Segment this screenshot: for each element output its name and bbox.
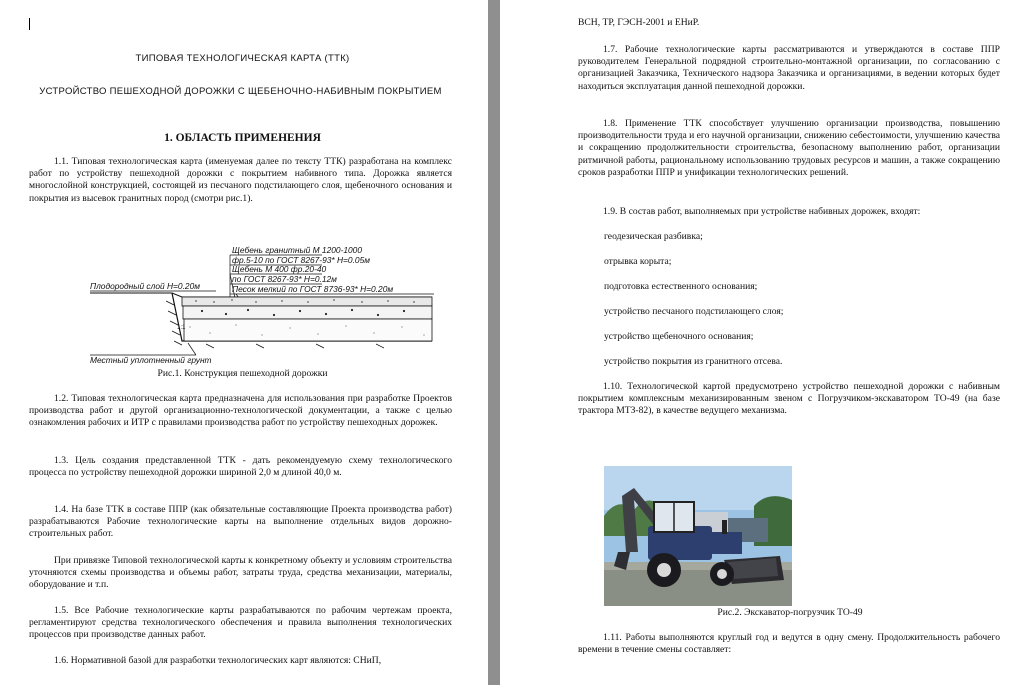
label-compacted-ground: Местный уплотненный грунт: [90, 355, 212, 365]
section-heading: 1. ОБЛАСТЬ ПРИМЕНЕНИЯ: [164, 132, 321, 144]
paragraph-1-4b: При привязке Типовой технологической карты к конкретному объекту и условиям строительства уточняются схемы производства и объемы работ, затраты труда, средства механизации, материалы, оборудование и т.п.: [29, 555, 452, 591]
right-page: [500, 0, 1009, 685]
label-gravel-m400-spec: по ГОСТ 8267-93* H=0.12м: [232, 274, 337, 284]
work-item: геодезическая разбивка;: [604, 231, 703, 242]
label-fertile-soil: Плодородный слой H=0.20м: [90, 281, 200, 291]
paragraph-1-2: 1.2. Типовая технологическая карта предназначена для использования при разработке Проектов производства работ и другой организационно-технологической документации, а также с целью ознакомления рабочих и ИТР с правилами производства работ по устройству пешеходных дорожек.: [29, 393, 452, 429]
paragraph-1-6: 1.6. Нормативной базой для разработки технологических карт являются: СНиП,: [54, 655, 382, 666]
figure-1-caption: Рис.1. Конструкция пешеходной дорожки: [157, 368, 328, 379]
left-page: [0, 0, 488, 685]
figure-road-cross-section: [86, 245, 438, 367]
work-item: отрывка корыта;: [604, 256, 672, 267]
work-item: устройство покрытия из гранитного отсева.: [604, 356, 783, 367]
page-gutter: [488, 0, 500, 685]
paragraph-1-5: 1.5. Все Рабочие технологические карты разрабатываются по рабочим чертежам проекта, регламентируют средства технологического обеспечения и правила выполнения технологических процессов при производстве данных работ.: [29, 605, 452, 641]
paragraph-1-11: 1.11. Работы выполняются круглый год и ведутся в одну смену. Продолжительность рабочего времени в течение смены составляет:: [578, 632, 1000, 656]
text-cursor: [29, 18, 30, 30]
paragraph-1-7: 1.7. Рабочие технологические карты рассматриваются и утверждаются в составе ППР руководителем Генеральной подрядной строительно-монтажной организации, по согласованию с организацией Заказчика, Технического надзора Заказчика и организациями, в ведении которых будет находиться эксплуатация данной пешеходной дорожки.: [578, 44, 1000, 92]
document-title: ТИПОВАЯ ТЕХНОЛОГИЧЕСКАЯ КАРТА (ТТК): [135, 53, 350, 64]
figure-2-caption: Рис.2. Экскаватор-погрузчик ТО-49: [717, 607, 863, 618]
paragraph-1-8: 1.8. Применение ТТК способствует улучшению организации производства, повышению производительности труда и его научной организации, снижению себестоимости, улучшению качества и сокращению продолжительности строительства, безопасному выполнению работ, организации ритмичной работы, рациональному использованию трудовых ресурсов и машин, а также сокращению сроков разработки ППР и унификации технологических решений.: [578, 118, 1000, 178]
work-item: устройство щебеночного основания;: [604, 331, 754, 342]
work-item: устройство песчаного подстилающего слоя;: [604, 306, 784, 317]
paragraph-1-4: 1.4. На базе ТТК в составе ППР (как обязательные составляющие Проекта производства работ) разрабатываются Рабочие технологические карты на выполнение отдельных видов дорожно-строительных работ.: [29, 504, 452, 540]
work-item: подготовка естественного основания;: [604, 281, 758, 292]
paragraph-1-1: 1.1. Типовая технологическая карта (именуемая далее по тексту ТТК) разработана на комплекс работ по устройству пешеходной дорожки с покрытием набивного типа. Дорожка является многослойной конструкцией, состоящей из песчаного подстилающего слоя, щебеночного основания и покрытия из высевок гранитных пород (смотри рис.1).: [29, 156, 452, 204]
label-gravel-granite: Щебень гранитный М 1200-1000: [232, 245, 362, 255]
figure-backhoe-loader-photo: [604, 466, 792, 606]
svg-text:1:1: 1:1: [177, 325, 186, 331]
paragraph-1-9: 1.9. В состав работ, выполняемых при устройстве набивных дорожек, входят:: [603, 206, 921, 217]
label-gravel-m400: Щебень М 400 фр.20-40: [232, 264, 327, 274]
label-gravel-granite-spec: фр.5-10 по ГОСТ 8267-93* H=0.05м: [232, 255, 370, 265]
label-sand-layer: Песок мелкий по ГОСТ 8736-93* H=0.20м: [232, 284, 394, 294]
paragraph-1-10: 1.10. Технологической картой предусмотрено устройство пешеходной дорожки с набивным покрытием комплексным механизированным звеном с Погрузчиком-экскаватором ТО-49 (на базе трактора МТЗ-82), в качестве ведущего механизма.: [578, 381, 1000, 417]
paragraph-1-3: 1.3. Цель создания представленной ТТК - дать рекомендуемую схему технологического процесса по устройству пешеходной дорожки шириной 2,0 м длиной 40,0 м.: [29, 455, 452, 479]
document-subtitle: УСТРОЙСТВО ПЕШЕХОДНОЙ ДОРОЖКИ С ЩЕБЕНОЧНО-НАБИВНЫМ ПОКРЫТИЕМ: [39, 86, 442, 97]
paragraph-1-6-continued: ВСН, ТР, ГЭСН-2001 и ЕНиР.: [578, 17, 700, 28]
